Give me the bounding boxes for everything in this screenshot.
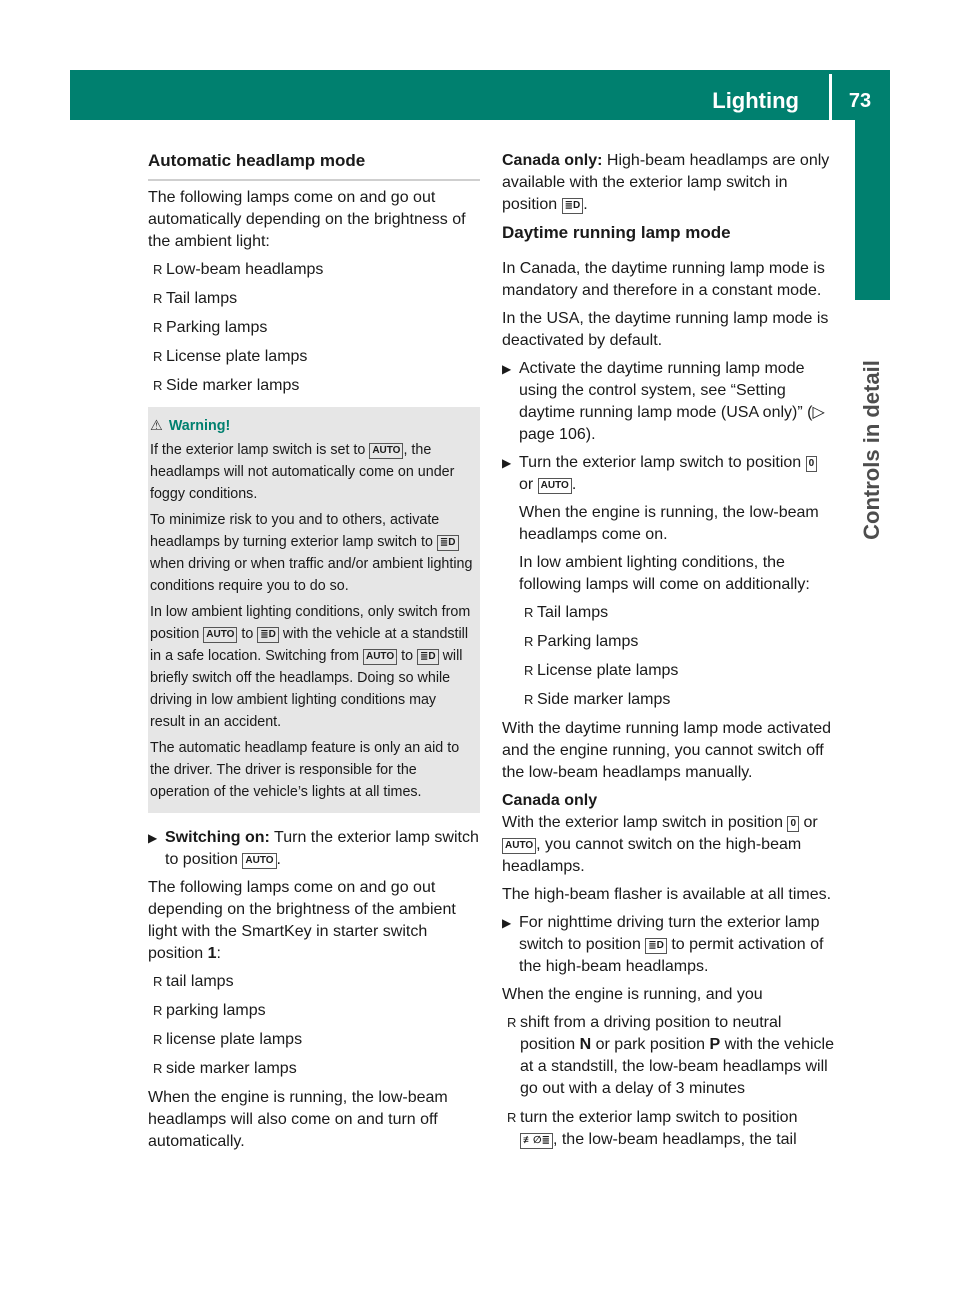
list-item: R tail lamps [153,973,234,990]
paragraph: Canada only: High-beam headlamps are only available with the exterior lamp switch in position ≣D . [502,152,830,213]
off-switch-icon: 0 [806,456,818,472]
instruction-step: ▶ Switching on: Turn the exterior lamp switch to position AUTO . [148,829,479,868]
instruction-step: ▶ Activate the daytime running lamp mode using the control system, see “Setting daytime running lamp mode (USA only)” (▷ page 106). [502,360,825,443]
warning-paragraph: To minimize risk to you and to others, activate headlamps by turning exterior lamp switch to ≣D when driving or when traffic and/or ambient lighting conditions require you to do so. [150,512,473,594]
lowbeam-icon: ≣D [562,198,584,214]
list-item: R Parking lamps [524,633,639,650]
paragraph: When the engine is running, and you [502,986,763,1003]
auto-switch-icon: AUTO [502,838,536,854]
warning-paragraph: In low ambient lighting conditions, only switch from position AUTO to ≣D with the vehicle at a standstill in a safe location. Switching from AUTO to ≣D will briefly switch off the headlamps. Doing so while driving in low ambient lighting conditions may result in an accident. [150,604,471,730]
instruction-step: ▶ Turn the exterior lamp switch to position 0 or AUTO . [502,452,834,496]
step-arrow-icon: ▶ [502,456,512,470]
list-item: R side marker lamps [153,1060,297,1077]
paragraph: When the engine is running, the low-beam headlamps will also come on and turn off automatically. [148,1089,448,1150]
paragraph: The following lamps come on and go out depending on the brightness of the ambient light with the SmartKey in starter switch position 1: [148,879,456,962]
header-bar [70,70,890,120]
warning-icon: ⚠ [150,418,163,434]
auto-switch-icon: AUTO [203,627,237,643]
off-switch-icon: 0 [787,816,799,832]
paragraph: With the exterior lamp switch in position 0 or AUTO , you cannot switch on the high-beam headlamps. [502,814,818,875]
paragraph: The high-beam flasher is available at all times. [502,886,832,903]
warning-paragraph: The automatic headlamp feature is only an aid to the driver. The driver is responsible for the operation of the vehicle’s lights at all times. [150,740,460,800]
list-item: R parking lamps [153,1002,266,1019]
list-item: R Tail lamps [153,290,238,307]
section-title: Lighting [712,88,799,113]
intro-paragraph: The following lamps come on and go out automatically depending on the brightness of the ambient light: [148,189,466,250]
list-item: R Parking lamps [153,319,268,336]
auto-switch-icon: AUTO [538,478,572,494]
list-item: R turn the exterior lamp switch to position ≢∅≣ , the low-beam headlamps, the tail [507,1109,798,1148]
heading-daytime-running-lamp-mode: Daytime running lamp mode [502,223,731,242]
list-item: R license plate lamps [153,1031,303,1048]
warning-title: ⚠ Warning! [150,415,473,437]
step-arrow-icon: ▶ [502,916,512,930]
heading-canada-only: Canada only [502,792,598,809]
page-number: 73 [848,90,872,112]
list-item: R shift from a driving position to neutral position N or park position P with the vehicle at a standstill, the low-beam headlamps will go out with a delay of 3 minutes [507,1014,834,1097]
paragraph: In low ambient lighting conditions, the following lamps will come on additionally: [519,554,810,593]
step-arrow-icon: ▶ [502,362,512,376]
step-arrow-icon: ▶ [148,831,158,845]
heading-automatic-headlamp-mode: Automatic headlamp mode [148,150,480,181]
lowbeam-icon: ≣D [257,627,279,643]
lowbeam-icon: ≣D [417,649,439,665]
list-item: R Tail lamps [524,604,609,621]
lowbeam-icon: ≣D [437,535,459,551]
header-separator [829,74,832,120]
list-item: R Side marker lamps [524,691,671,708]
paragraph: When the engine is running, the low-beam headlamps come on. [519,504,819,543]
parking-lamp-icon: ≢∅≣ [520,1133,553,1149]
list-item: R Low-beam headlamps [153,261,324,278]
left-column [148,150,480,1159]
right-column [502,150,834,1158]
paragraph: In Canada, the daytime running lamp mode is mandatory and therefore in a constant mode. [502,260,825,299]
auto-switch-icon: AUTO [242,853,276,869]
auto-switch-icon: AUTO [363,649,397,665]
side-tab-marker [855,120,890,300]
instruction-step: ▶ For nighttime driving turn the exterior lamp switch to position ≣D to permit activation of the high-beam headlamps. [502,914,824,975]
side-tab-label: Controls in detail [859,360,884,540]
list-item: R License plate lamps [524,662,679,679]
warning-box [148,407,480,813]
auto-switch-icon: AUTO [369,443,403,459]
paragraph: In the USA, the daytime running lamp mode is deactivated by default. [502,310,829,349]
list-item: R Side marker lamps [153,377,300,394]
lowbeam-icon: ≣D [645,938,667,954]
paragraph: With the daytime running lamp mode activated and the engine running, you cannot switch off the low-beam headlamps manually. [502,720,832,781]
list-item: R License plate lamps [153,348,308,365]
warning-paragraph: If the exterior lamp switch is set to AUTO , the headlamps will not automatically come on under foggy conditions. [150,442,455,502]
